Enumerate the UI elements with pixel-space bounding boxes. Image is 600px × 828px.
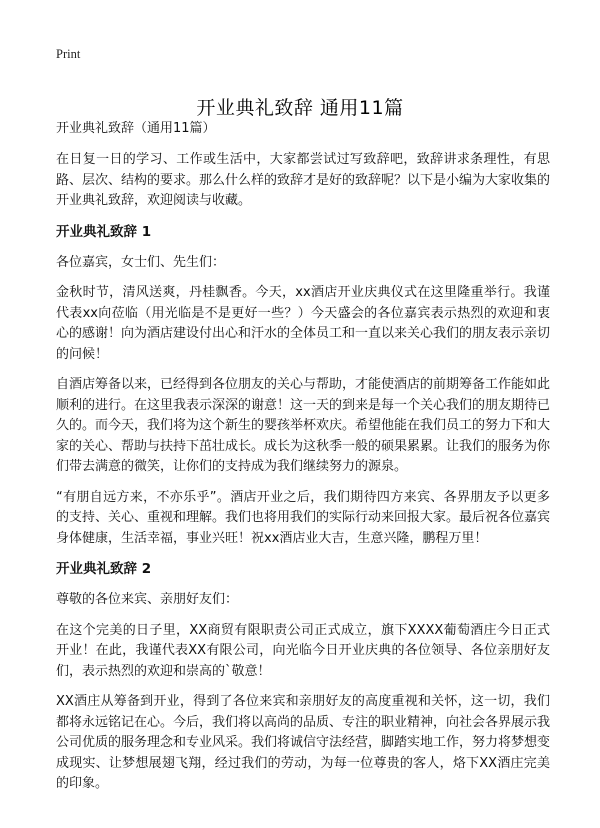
section-1 xyxy=(56,222,550,550)
intro-paragraph: 在日复一日的学习、工作或生活中，大家都尝试过写致辞吧，致辞讲求条理性，有思路、层次、结构的要求。那么什么样的致辞才是好的致辞呢？以下是小编为大家收集的开业典礼致辞，欢迎阅读与收藏。 xyxy=(56,152,551,208)
section-heading: 开业典礼致辞 2 xyxy=(56,561,152,577)
body-paragraph: 金秋时节，清风送爽，丹桂飘香。今天，xx酒店开业庆典仪式在这里隆重举行。我谨代表xx向莅临（用光临是不是更好一些？）今天盛会的各位嘉宾表示热烈的欢迎和衷心的感谢！向为酒店建设付出心和汗水的全体员工和一直以来关心我们的朋友表示亲切的问候！ xyxy=(56,285,551,362)
section-heading: 开业典礼致辞 1 xyxy=(56,223,152,240)
body-paragraph: 自酒店筹备以来，已经得到各位朋友的关心与帮助，才能使酒店的前期筹备工作能如此顺利的进行。在这里我表示深深的谢意！这一天的到来是每一个关心我们的朋友期待已久的。而今天，我们将为这个新生的婴孩举杯欢庆。希望他能在我们员工的努力下和大家的关心、帮助与扶持下茁壮成长。成长为这秋季一般的硕果累累。让我们的服务为你们带去满意的微笑，让你们的支持成为我们继续努力的源泉。 xyxy=(56,377,551,474)
print-link[interactable]: Print xyxy=(56,47,81,61)
body-paragraph: XX酒庄从筹备到开业，得到了各位来宾和亲朋好友的高度重视和关怀，这一切，我们都将永远铭记在心。今后，我们将以高尚的品质、专注的职业精神，向社会各界展示我公司优质的服务理念和专业风采。我们将诚信守法经营，脚踏实地工作，努力将梦想变成现实、让梦想展翅飞翔，经过我们的劳动，为每一位尊贵的客人，烙下XX酒庄完美的印象。 xyxy=(56,694,551,791)
body-paragraph: 在这个完美的日子里，XX商贸有限职责公司正式成立，旗下XXXX葡萄酒庄今日正式开业！在此，我谨代表XX有限公司，向光临今日开业庆典的各位领导、各位亲朋好友们，表示热烈的欢迎和崇高的`敬意！ xyxy=(56,622,550,679)
section-2 xyxy=(56,559,550,795)
body-paragraph: “有朋自远方来，不亦乐乎”。酒店开业之后，我们期待四方来宾、各界朋友予以更多的支持、关心、重视和理解。我们也将用我们的实际行动来回报大家。最后祝各位嘉宾身体健康，生活幸福，事业兴旺！祝xx酒店业大吉，生意兴隆，鹏程万里！ xyxy=(56,489,551,546)
document-body xyxy=(56,119,550,805)
document-subtitle: 开业典礼致辞（通用11篇） xyxy=(56,121,216,136)
page-title: 开业典礼致辞 通用11篇 xyxy=(196,96,404,119)
salutation-paragraph: 各位嘉宾，女士们、先生们： xyxy=(56,254,226,270)
salutation-paragraph: 尊敬的各位来宾、亲朋好友们： xyxy=(56,592,239,607)
